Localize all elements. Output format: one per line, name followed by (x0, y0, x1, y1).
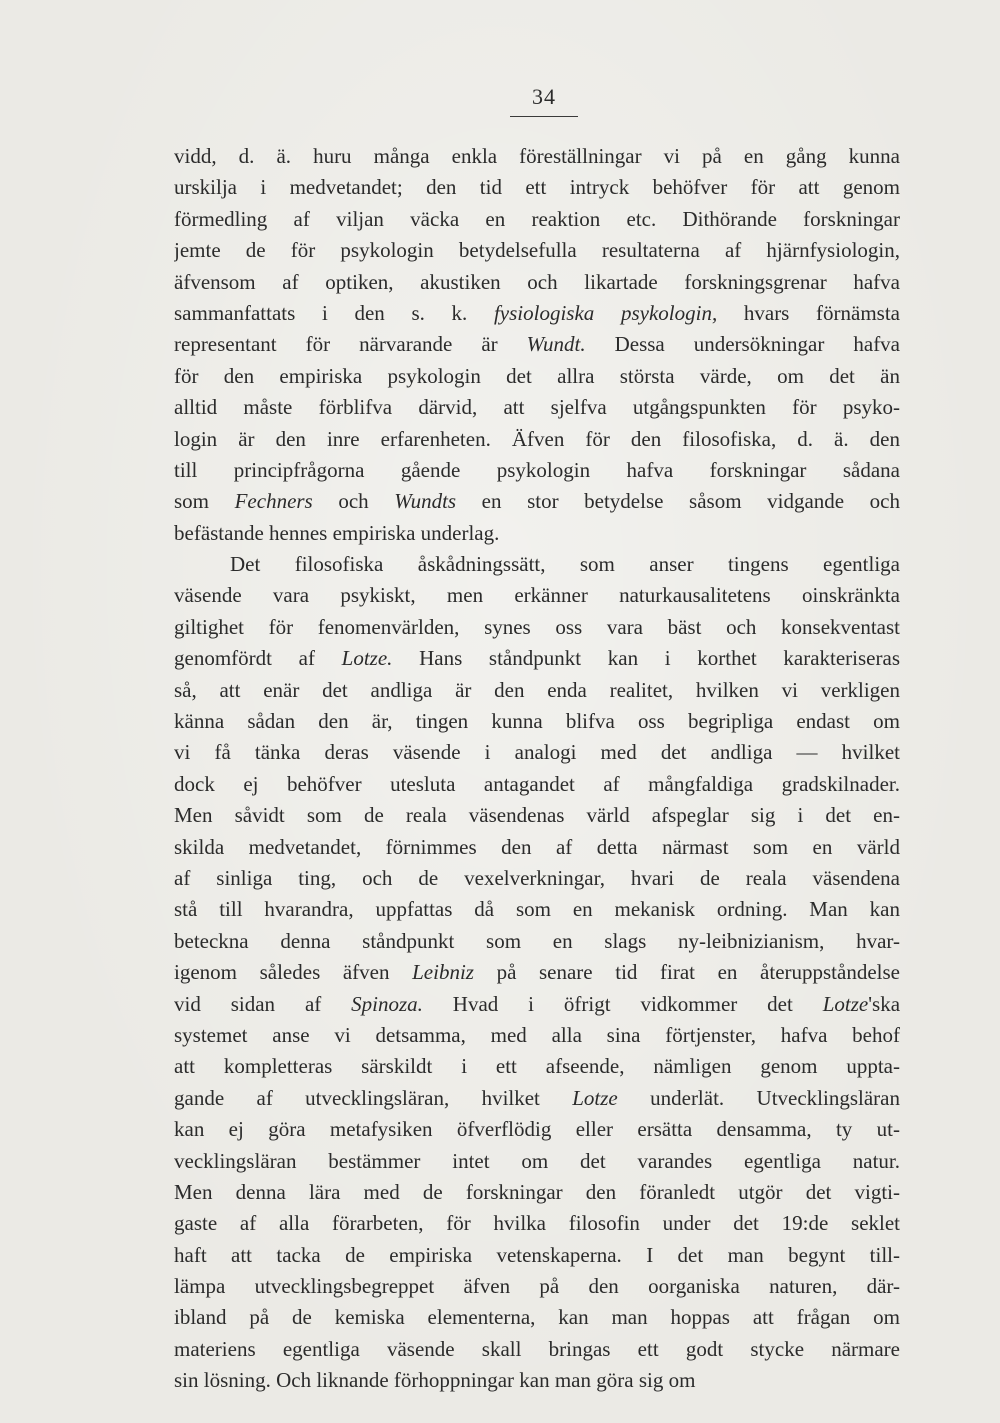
text-line (174, 549, 900, 580)
text-line (174, 1177, 900, 1208)
text-segment: af sinliga ting, och de vexelverkningar, hvari de reala väsendena (174, 865, 900, 890)
text-segment: systemet anse vi detsamma, med alla sina förtjenster, hafva behof (174, 1022, 900, 1047)
text-segment: representant för närvarande är (174, 332, 527, 357)
text-line (174, 424, 900, 455)
text-line (174, 1051, 900, 1082)
italic-name: Lotze. (341, 646, 393, 671)
italic-name: Wundts (394, 489, 457, 514)
text-segment: genomfördt af (174, 646, 342, 671)
text-line (174, 518, 900, 549)
text-segment: till principfrågorna gående psykologin hafva forskningar sådana (174, 457, 900, 482)
text-segment: urskilja i medvetandet; den tid ett intryck behöfver för att genom (174, 175, 900, 200)
text-line (174, 612, 900, 643)
text-line (174, 361, 900, 392)
text-line (174, 1334, 900, 1365)
text-segment: befästande hennes empiriska underlag. (174, 520, 500, 545)
text-line (174, 1302, 900, 1333)
italic-name: Spinoza. (351, 991, 423, 1016)
text-segment: giltighet för fenomenvärlden, synes oss vara bäst och konsekventast (174, 614, 900, 639)
text-segment: på senare tid firat en återuppståndelse (473, 960, 900, 985)
text-line (174, 832, 900, 863)
text-line (174, 1365, 900, 1396)
body-text (174, 141, 900, 1397)
text-line (174, 172, 900, 203)
page-number: 34 (532, 84, 556, 109)
text-segment: haft att tacka de empiriska vetenskaperna. I det man begynt till- (174, 1242, 900, 1267)
text-line (174, 1271, 900, 1302)
text-line (174, 926, 900, 957)
text-segment: vidd, d. ä. huru många enkla föreställningar vi på en gång kunna (174, 144, 900, 168)
text-segment: alltid måste förblifva därvid, att sjelfva utgångspunkten för psyko- (174, 395, 900, 420)
text-segment: jemte de för psykologin betydelsefulla resultaterna af hjärnfysiologin, (174, 238, 900, 263)
text-segment: sin lösning. Och liknande förhoppningar kan man göra sig om (174, 1368, 696, 1393)
text-segment: sammanfattats i den s. k. (174, 300, 494, 325)
text-line (174, 580, 900, 611)
text-line (174, 455, 900, 486)
text-line (174, 1208, 900, 1239)
text-segment: gande af utvecklingsläran, hvilket (174, 1085, 573, 1110)
text-segment: igenom således äfven (174, 960, 413, 985)
text-line (174, 267, 900, 298)
text-segment: Men såvidt som de reala väsendenas värld afspeglar sig i det en- (174, 803, 900, 828)
text-line (174, 706, 900, 737)
text-segment: vid sidan af (174, 991, 352, 1016)
text-line (174, 1240, 900, 1271)
text-segment: att kompletteras särskildt i ett afseende, nämligen genom uppta- (174, 1054, 900, 1079)
italic-name: Lotze (572, 1085, 618, 1110)
italic-name: Leibniz (412, 960, 474, 985)
text-segment: Hans ståndpunkt kan i korthet karakteriseras (392, 646, 900, 671)
text-line (174, 989, 900, 1020)
italic-name: Fechners (234, 489, 313, 514)
text-line (174, 769, 900, 800)
text-line (174, 1083, 900, 1114)
text-segment: login är den inre erfarenheten. Äfven för den filosofiska, d. ä. den (174, 426, 900, 451)
italic-name: Wundt. (526, 332, 586, 357)
text-line (174, 957, 900, 988)
text-segment: så, att enär det andliga är den enda realitet, hvilken vi verkligen (174, 677, 900, 702)
text-segment: beteckna denna ståndpunkt som en slags ny-leibnizianism, hvar- (174, 928, 900, 953)
text-line (174, 1020, 900, 1051)
text-segment: Hvad i öfrigt vidkommer det (422, 991, 823, 1016)
italic-name: fysiologiska psykologin, (493, 300, 718, 325)
text-segment: underlät. Utvecklingsläran (617, 1085, 900, 1110)
text-segment: lämpa utvecklingsbegreppet äfven på den oorganiska naturen, där- (174, 1274, 900, 1299)
text-line (174, 894, 900, 925)
text-line (174, 1146, 900, 1177)
italic-name: Lotze (822, 991, 869, 1016)
text-line (174, 643, 900, 674)
text-segment: dock ej behöfver utesluta antagandet af mångfaldiga gradskilnader. (174, 771, 900, 796)
text-segment: för den empiriska psykologin det allra största värde, om det än (174, 363, 900, 388)
text-segment: skilda medvetandet, förnimmes den af detta närmast som en värld (174, 834, 900, 859)
text-segment: gaste af alla förarbeten, för hvilka filosofin under det 19:de seklet (174, 1211, 900, 1236)
text-line (174, 204, 900, 235)
text-segment: känna sådan den är, tingen kunna blifva oss begripliga endast om (174, 709, 900, 734)
text-segment: väsende vara psykiskt, men erkänner naturkausalitetens oinskränkta (174, 583, 900, 608)
text-line (174, 1114, 900, 1145)
text-segment: stå till hvarandra, uppfattas då som en mekanisk ordning. Man kan (174, 897, 900, 922)
text-segment: Det filosofiska åskådningssätt, som anser tingens egentliga (230, 552, 900, 577)
text-line (174, 486, 900, 517)
text-line (174, 329, 900, 360)
text-segment: 'ska (868, 991, 900, 1016)
page-number-rule (510, 116, 578, 117)
text-segment: hvars förnämsta (717, 300, 900, 325)
text-segment: kan ej göra metafysiken öfverflödig eller ersätta densamma, ty ut- (174, 1117, 900, 1142)
text-line (174, 675, 900, 706)
text-line (174, 235, 900, 266)
text-line (174, 392, 900, 423)
text-line (174, 737, 900, 768)
text-segment: en stor betydelse såsom vidgande och (456, 489, 900, 514)
text-segment: förmedling af viljan väcka en reaktion etc. Dithörande forskningar (174, 206, 900, 231)
text-segment: som (174, 489, 235, 514)
text-segment: materiens egentliga väsende skall bringas ett godt stycke närmare (174, 1336, 900, 1361)
text-line (174, 141, 900, 172)
text-line (174, 800, 900, 831)
text-segment: och (312, 489, 395, 514)
text-segment: äfvensom af optiken, akustiken och likartade forskningsgrenar hafva (174, 269, 900, 294)
text-line (174, 298, 900, 329)
text-segment: vecklingsläran bestämmer intet om det varandes egentliga natur. (174, 1148, 900, 1173)
text-line (174, 863, 900, 894)
text-segment: Men denna lära med de forskningar den föranledt utgör det vigti- (174, 1179, 900, 1204)
text-segment: ibland på de kemiska elementerna, kan man hoppas att frågan om (174, 1305, 900, 1330)
text-segment: vi få tänka deras väsende i analogi med det andliga — hvilket (174, 740, 900, 765)
text-segment: Dessa undersökningar hafva (585, 332, 900, 357)
